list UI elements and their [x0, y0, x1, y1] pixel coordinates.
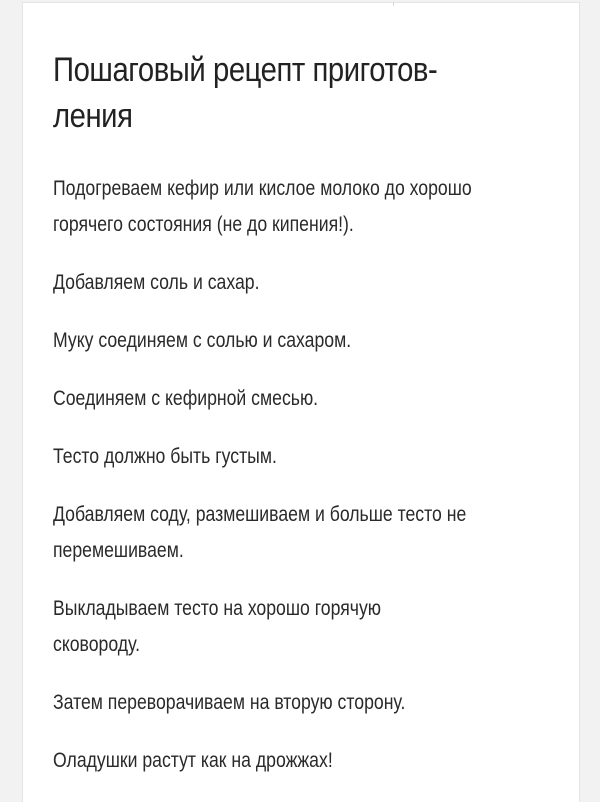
recipe-steps-list	[53, 171, 523, 801]
step-text: Муку соединяем с солью и сахаром.	[53, 329, 352, 352]
top-divider	[393, 3, 394, 6]
step-text: Затем переворачиваем на вторую сторону.	[53, 691, 406, 714]
recipe-step	[53, 591, 523, 663]
step-text: горячего состояния (не до кипения!).	[53, 213, 354, 236]
heading-line: ления	[53, 97, 133, 135]
step-text: Оладушки растут как на дрожжах!	[53, 749, 333, 772]
step-text: Подогреваем кефир или кислое молоко до хорошо	[53, 177, 472, 200]
recipe-card	[22, 2, 580, 802]
recipe-step	[53, 171, 523, 243]
step-text: Тесто должно быть густым.	[53, 445, 277, 468]
recipe-step	[53, 685, 523, 721]
recipe-step	[53, 743, 523, 779]
recipe-step	[53, 381, 523, 417]
step-text: Добавляем соль и сахар.	[53, 271, 260, 294]
recipe-steps-heading	[53, 47, 483, 139]
step-text: перемешиваем.	[53, 539, 184, 562]
recipe-step	[53, 439, 523, 475]
step-text: Выкладываем тесто на хорошо горячую	[53, 597, 381, 620]
heading-line: Пошаговый рецепт приготов-	[53, 51, 438, 89]
step-text: Добавляем соду, размешиваем и больше тесто не	[53, 503, 467, 526]
recipe-step	[53, 265, 523, 301]
recipe-step	[53, 323, 523, 359]
step-text: сковороду.	[53, 633, 141, 656]
recipe-step	[53, 497, 523, 569]
step-text: Соединяем с кефирной смесью.	[53, 387, 319, 410]
